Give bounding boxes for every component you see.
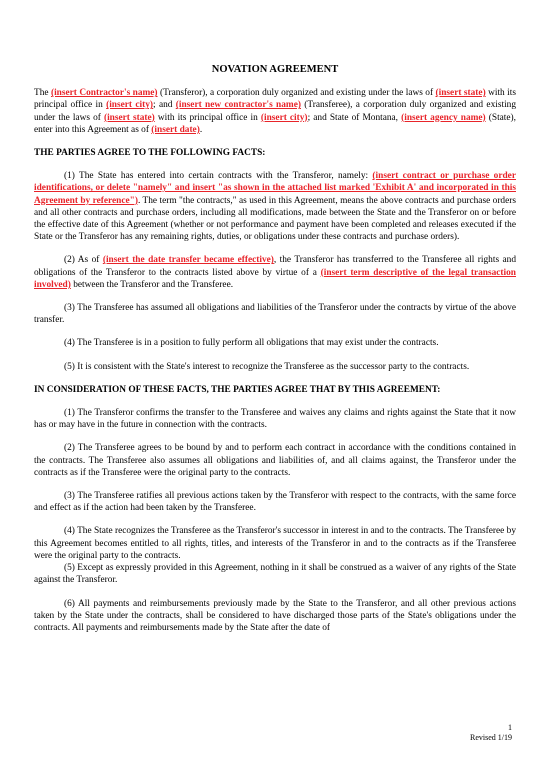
intro-text: ; and State of Montana, xyxy=(307,112,402,123)
fact-text: . The term "the contracts," as used in this Agreement, means the above contracts and purchase orders and all other contracts and purchase orders, including all modifications, made between the State and the Transferor on or before the effective date of this Agreement (whether or not performance and payment have been completed and releases executed if the State or the Transferor has any remaining rights, duties, or obligations under these contracts and purchase orders). xyxy=(34,195,516,243)
fact-text: (2) As of xyxy=(64,255,103,266)
placeholder-legal-transaction-term[interactable]: (insert term descriptive of the legal transaction involved) xyxy=(34,267,516,290)
page-number: 1 xyxy=(508,723,512,732)
placeholder-contract-identifications[interactable]: (insert contract or purchase order identifications, or delete "namely" and insert "as shown in the attached list marked 'Exhibit A' and incorporated in this Agreement by reference") xyxy=(34,171,516,206)
intro-text: . xyxy=(199,124,203,135)
intro-text: The xyxy=(34,88,51,99)
placeholder-contractor-name[interactable]: (insert Contractor's name) xyxy=(50,88,158,99)
revision-date: Revised 1/19 xyxy=(470,733,512,742)
placeholder-state[interactable]: (insert state) xyxy=(435,88,486,99)
fact-text: (1) The State has entered into certain contracts with the Transferor, namely: xyxy=(64,171,373,182)
page-footer xyxy=(470,723,512,743)
intro-text: with its principal office in xyxy=(34,88,516,111)
fact-paragraph-4: (4) The Transferee is in a position to fully perform all obligations that may exist under the contracts. xyxy=(64,338,439,349)
placeholder-city[interactable]: (insert city) xyxy=(260,112,308,123)
intro-text: with its principal office in xyxy=(154,112,261,123)
fact-paragraph-5: (5) It is consistent with the State's interest to recognize the Transferee as the successor party to the contracts. xyxy=(64,361,470,372)
placeholder-date[interactable]: (insert date) xyxy=(151,124,200,135)
placeholder-new-contractor-name[interactable]: (insert new contractor's name) xyxy=(175,100,301,111)
section-heading-consideration: IN CONSIDERATION OF THESE FACTS, THE PARTIES AGREE THAT BY THIS AGREEMENT: xyxy=(34,384,441,395)
section-heading-facts: THE PARTIES AGREE TO THE FOLLOWING FACTS: xyxy=(34,148,266,159)
intro-paragraph xyxy=(34,87,516,136)
fact-paragraph-2 xyxy=(34,254,516,291)
intro-text: (Transferor), a corporation duly organized and existing under the laws of xyxy=(157,88,436,99)
placeholder-city[interactable]: (insert city) xyxy=(106,100,154,111)
placeholder-state[interactable]: (insert state) xyxy=(103,112,155,123)
fact-paragraph-1 xyxy=(34,170,516,243)
fact-text: between the Transferor and the Transferee. xyxy=(70,279,234,290)
agreement-paragraph-6: (6) All payments and reimbursements previously made by the State to the Transferor, and all other previous actions taken by the State under the contracts, shall be considered to have discharged those parts of the State's obligations under the contracts. All payments and reimbursements made by the State after the date of xyxy=(34,598,516,633)
placeholder-agency-name[interactable]: (insert agency name) xyxy=(401,112,486,123)
fact-text: , the Transferor has transferred to the Transferee all rights and obligations of the Transferor to the contracts listed above by virtue of a xyxy=(34,255,516,278)
document-title: NOVATION AGREEMENT xyxy=(211,64,339,75)
agreement-paragraph-1: (1) The Transferor confirms the transfer to the Transferee and waives any claims and rights against the State that it now has or may have in the future in connection with the contracts. xyxy=(34,408,516,431)
intro-text: (Transferee), a corporation duly organized and existing under the laws of xyxy=(34,100,517,123)
agreement-paragraph-5: (5) Except as expressly provided in this Agreement, nothing in it shall be construed as a waiver of any rights of the State against the Transferor. xyxy=(34,563,516,586)
intro-text: (State), enter into this Agreement as of xyxy=(34,112,517,135)
agreement-paragraph-4: (4) The State recognizes the Transferee as the Transferor's successor in interest in and to the contracts. The Transferee by this Agreement becomes entitled to all rights, titles, and interests of the Transferor in and to the contracts as if the Transferee were the original party to the contracts. xyxy=(34,526,516,561)
fact-paragraph-3: (3) The Transferee has assumed all obligations and liabilities of the Transferor under the contracts by virtue of the above transfer. xyxy=(34,303,516,326)
agreement-paragraph-2: (2) The Transferee agrees to be bound by and to perform each contract in accordance with the conditions contained in the contracts. The Transferee also assumes all obligations and liabilities of, and all claims against, the Transferor under the contracts as if the Transferee were the original party to the contracts. xyxy=(34,443,516,478)
placeholder-transfer-date[interactable]: (insert the date transfer became effective) xyxy=(102,255,274,266)
intro-text: ; and xyxy=(153,100,176,111)
agreement-paragraph-3: (3) The Transferee ratifies all previous actions taken by the Transferor with respect to the contracts, with the same force and effect as if the action had been taken by the Transferee. xyxy=(34,491,516,514)
